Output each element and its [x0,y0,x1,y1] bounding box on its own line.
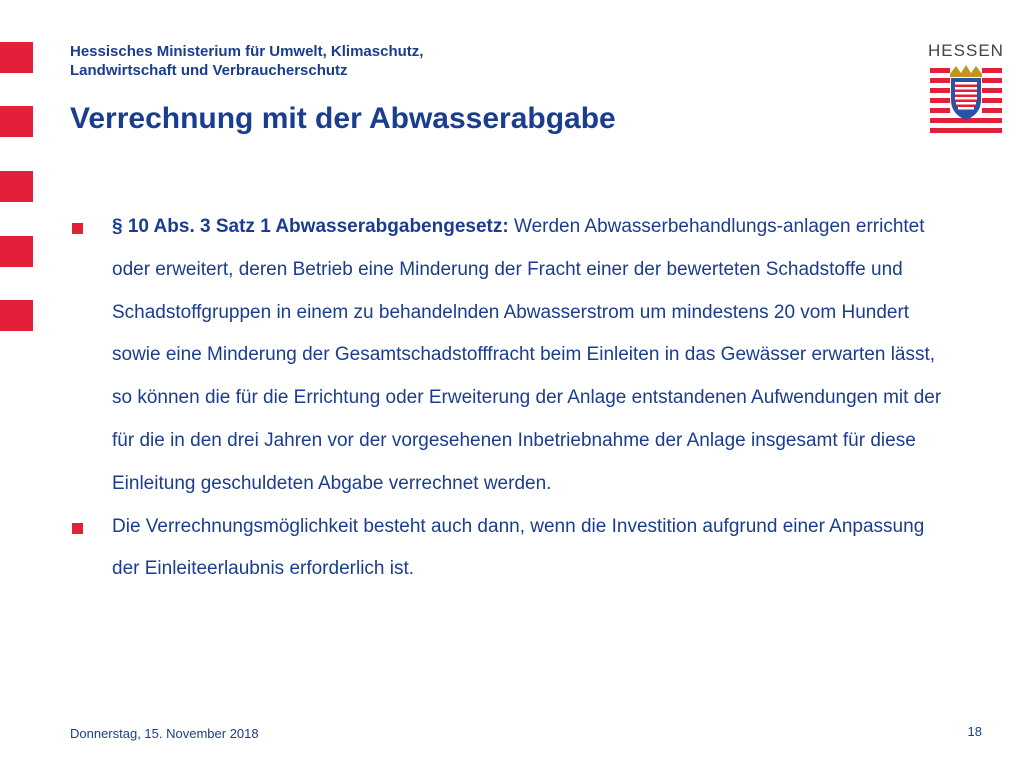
bullet-1-body: Werden Abwasserbehandlungs-anlagen errichtet oder erweitert, deren Betrieb eine Minderung der Fracht einer der bewerteten Schadstoffe und Schadstoffgruppen in einem zu behandelnden Abwasserstrom um mindestens 20 vom Hundert sowie eine Minderung der Gesamtschadstofffracht beim Einleiten in das Gewässer erwarten lässt, so können die für die Errichtung oder Erweiterung der Anlage entstandenen Aufwendungen mit der für die in den drei Jahren vor der vorgesehenen Inbetriebnahme der Anlage insgesamt für diese Einleitung geschuldeten Abgabe verrechnet werden. [112,216,942,494]
bullet-list [72,206,952,591]
decor-block-1 [0,42,33,73]
bullet-text-1 [112,216,941,494]
ministry-line-1: Hessisches Ministerium für Umwelt, Klimaschutz, [70,43,424,60]
ministry-line-2: Landwirtschaft und Verbraucherschutz [70,62,348,79]
hessen-logo [926,40,1006,142]
slide-title: Verrechnung mit der Abwasserabgabe [70,102,616,135]
bullet-1-heading: § 10 Abs. 3 Satz 1 Abwasserabgabengesetz: [112,216,509,237]
bullet-square-icon [72,523,83,534]
decor-block-4 [0,236,33,267]
bullet-item-1 [72,206,952,506]
bullet-item-2 [72,506,952,592]
bullet-square-icon [72,223,83,234]
decor-block-2 [0,106,33,137]
ministry-name [70,42,423,80]
hessen-coat-of-arms-icon [926,64,1006,142]
decor-block-3 [0,171,33,202]
logo-text: HESSEN [928,41,1004,60]
page-number: 18 [967,724,982,739]
decor-block-5 [0,300,33,331]
bullet-2-body: Die Verrechnungsmöglichkeit besteht auch dann, wenn die Investition aufgrund einer Anpassung der Einleiteerlaubnis erforderlich ist. [112,515,925,580]
bullet-text-2 [112,516,924,580]
footer-date: Donnerstag, 15. November 2018 [70,726,259,741]
